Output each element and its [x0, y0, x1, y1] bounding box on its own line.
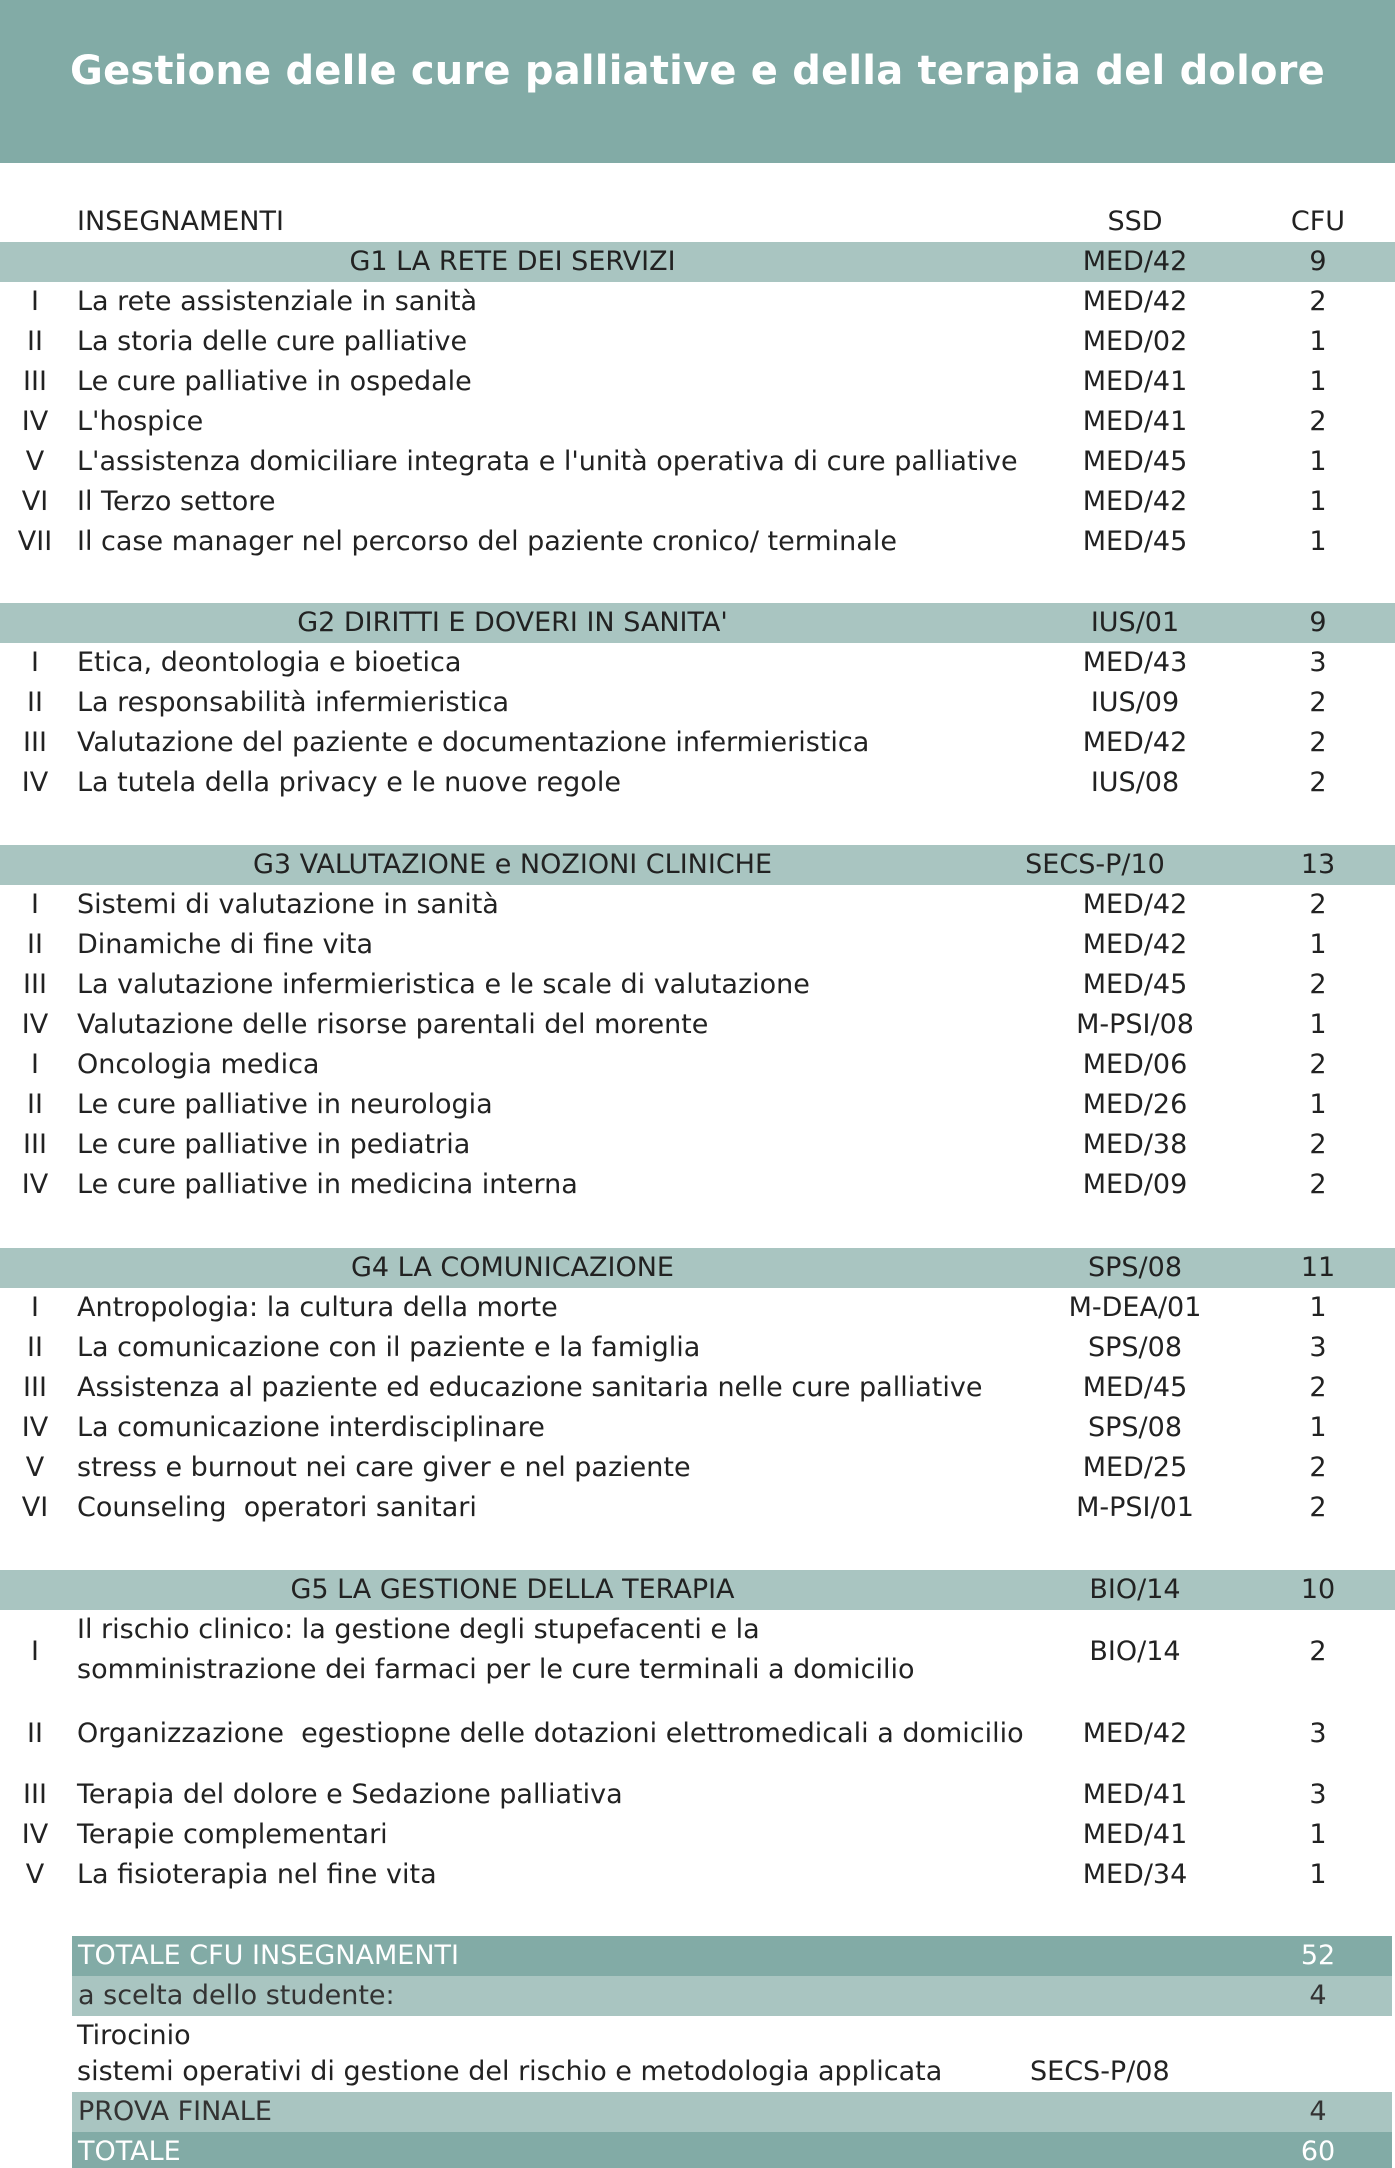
course-row: [0, 1288, 1395, 1328]
course-ssd: MED/42: [1082, 727, 1188, 758]
course-ssd: MED/25: [1082, 1452, 1188, 1483]
course-name: Le cure palliative in pediatria: [77, 1129, 471, 1160]
course-number: VII: [17, 526, 53, 557]
course-ssd: MED/41: [1082, 366, 1188, 397]
course-ssd: M-PSI/08: [1076, 1009, 1194, 1040]
course-name: Counseling operatori sanitari: [77, 1492, 477, 1523]
course-name: La valutazione infermieristica e le scale di valutazione: [77, 969, 810, 1000]
group-ssd: SPS/08: [1087, 1252, 1182, 1283]
course-ssd: MED/09: [1082, 1169, 1188, 1200]
title-banner: [0, 0, 1395, 163]
group-header-g2: [0, 603, 1395, 643]
totale-row: [72, 2132, 1392, 2168]
course-ssd: MED/02: [1082, 326, 1188, 357]
course-name: Antropologia: la cultura della morte: [77, 1292, 558, 1323]
course-cfu: 1: [1309, 1412, 1327, 1443]
course-cfu: 1: [1309, 446, 1327, 477]
totale-cfu-insegnamenti-row: [72, 1936, 1392, 1976]
group-cfu: 11: [1300, 1252, 1336, 1283]
course-number: I: [31, 1049, 39, 1080]
course-number: I: [31, 889, 39, 920]
course-ssd: MED/42: [1082, 929, 1188, 960]
course-cfu: 3: [1309, 1718, 1327, 1749]
course-name: Le cure palliative in neurologia: [77, 1089, 493, 1120]
course-ssd: MED/45: [1082, 446, 1188, 477]
course-row: [0, 362, 1395, 402]
course-name: L'assistenza domiciliare integrata e l'unità operativa di cure palliative: [77, 446, 1018, 477]
course-cfu: 2: [1309, 1049, 1327, 1080]
prova-finale-label: PROVA FINALE: [78, 2096, 272, 2127]
course-ssd: MED/41: [1082, 1779, 1188, 1810]
course-cfu: 2: [1309, 1636, 1327, 1667]
course-ssd: MED/45: [1082, 526, 1188, 557]
totale-cfu-label: TOTALE CFU INSEGNAMENTI: [78, 1940, 459, 1971]
course-ssd: MED/34: [1082, 1859, 1188, 1890]
course-ssd: MED/41: [1082, 1819, 1188, 1850]
course-row: [0, 402, 1395, 442]
course-row: [0, 442, 1395, 482]
group-header-g4: [0, 1248, 1395, 1288]
course-row: [0, 723, 1395, 763]
course-cfu: 2: [1309, 286, 1327, 317]
course-name: Terapie complementari: [77, 1819, 388, 1850]
course-row: [0, 322, 1395, 362]
course-name: La storia delle cure palliative: [77, 326, 468, 357]
course-name: Valutazione del paziente e documentazione infermieristica: [77, 727, 870, 758]
course-number: V: [25, 1452, 45, 1483]
scelta-studente-row: [72, 1976, 1392, 2016]
course-cfu: 2: [1309, 1129, 1327, 1160]
tirocinio-description: sistemi operativi di gestione del rischio e metodologia applicata: [77, 2056, 943, 2087]
course-name: Assistenza al paziente ed educazione sanitaria nelle cure palliative: [77, 1372, 983, 1403]
group-name: G5 LA GESTIONE DELLA TERAPIA: [290, 1574, 735, 1605]
course-row: [0, 885, 1395, 925]
group-cfu: 9: [1309, 607, 1327, 638]
course-row: [0, 965, 1395, 1005]
group-name: G3 VALUTAZIONE e NOZIONI CLINICHE: [252, 849, 773, 880]
course-cfu: 2: [1309, 1492, 1327, 1523]
group-cfu: 13: [1300, 849, 1336, 880]
group-cfu: 10: [1300, 1574, 1336, 1605]
course-cfu: 2: [1309, 406, 1327, 437]
course-name: Dinamiche di fine vita: [77, 929, 374, 960]
course-cfu: 3: [1309, 1332, 1327, 1363]
course-ssd: MED/26: [1082, 1089, 1188, 1120]
course-name: La rete assistenziale in sanità: [77, 286, 478, 317]
course-number: IV: [21, 406, 49, 437]
group-header-g5: [0, 1570, 1395, 1610]
course-number: II: [27, 326, 43, 357]
course-ssd: MED/38: [1082, 1129, 1188, 1160]
course-name: Le cure palliative in medicina interna: [77, 1169, 578, 1200]
course-name: stress e burnout nei care giver e nel paziente: [77, 1452, 691, 1483]
course-cfu: 1: [1309, 526, 1327, 557]
course-row: [0, 1610, 1395, 1694]
course-row: [0, 1368, 1395, 1408]
course-ssd: M-DEA/01: [1068, 1292, 1202, 1323]
course-cfu: 1: [1309, 1089, 1327, 1120]
course-name: Il Terzo settore: [77, 486, 276, 517]
tirocinio-ssd: SECS-P/08: [1030, 2056, 1170, 2087]
course-name: Valutazione delle risorse parentali del morente: [77, 1009, 709, 1040]
course-number: IV: [21, 1009, 49, 1040]
course-ssd: SPS/08: [1087, 1412, 1182, 1443]
course-ssd: MED/42: [1082, 1718, 1188, 1749]
course-cfu: 1: [1309, 1009, 1327, 1040]
course-ssd: MED/43: [1082, 647, 1188, 678]
course-row: [0, 1448, 1395, 1488]
course-cfu: 2: [1309, 1372, 1327, 1403]
course-name: Sistemi di valutazione in sanità: [77, 889, 499, 920]
course-cfu: 2: [1309, 687, 1327, 718]
course-ssd: MED/06: [1082, 1049, 1188, 1080]
course-ssd: IUS/08: [1090, 767, 1180, 798]
course-name: L'hospice: [77, 406, 204, 437]
course-ssd: BIO/14: [1089, 1636, 1181, 1667]
scelta-value: 4: [1309, 1980, 1327, 2011]
course-number: I: [31, 647, 39, 678]
course-cfu: 1: [1309, 1859, 1327, 1890]
course-cfu: 2: [1309, 969, 1327, 1000]
course-number: IV: [21, 1412, 49, 1443]
course-cfu: 2: [1309, 767, 1327, 798]
course-name: La comunicazione con il paziente e la famiglia: [77, 1332, 701, 1363]
course-ssd: MED/42: [1082, 286, 1188, 317]
group-name: G4 LA COMUNICAZIONE: [350, 1252, 674, 1283]
course-cfu: 3: [1309, 647, 1327, 678]
course-name: Il rischio clinico: la gestione degli stupefacenti e la somministrazione dei farmaci per le cure terminali a domicilio: [77, 1614, 915, 1685]
course-row: [0, 1815, 1395, 1855]
course-row: [0, 1408, 1395, 1448]
totale-label: TOTALE: [78, 2136, 181, 2167]
course-number: VI: [21, 486, 49, 517]
course-number: II: [27, 1089, 43, 1120]
column-headers: [0, 202, 1395, 242]
course-row: [0, 1714, 1395, 1754]
course-number: IV: [21, 1169, 49, 1200]
group-ssd: IUS/01: [1090, 607, 1180, 638]
group-cfu: 9: [1309, 246, 1327, 277]
course-ssd: MED/45: [1082, 1372, 1188, 1403]
group-header-g1: [0, 242, 1395, 282]
group-header-g3: [0, 845, 1395, 885]
course-row: [0, 1045, 1395, 1085]
course-cfu: 2: [1309, 1452, 1327, 1483]
course-number: III: [23, 969, 47, 1000]
course-cfu: 3: [1309, 1779, 1327, 1810]
prova-finale-value: 4: [1309, 2096, 1327, 2127]
course-number: III: [23, 1129, 47, 1160]
course-cfu: 1: [1309, 326, 1327, 357]
course-row: [0, 1855, 1395, 1895]
course-number: VI: [21, 1492, 49, 1523]
course-name: Il case manager nel percorso del paziente cronico/ terminale: [77, 526, 897, 557]
course-ssd: M-PSI/01: [1076, 1492, 1194, 1523]
header-ssd: SSD: [1107, 206, 1163, 237]
course-number: II: [27, 687, 43, 718]
course-ssd: MED/45: [1082, 969, 1188, 1000]
course-row: [0, 1125, 1395, 1165]
course-row: [0, 282, 1395, 322]
course-number: II: [27, 1332, 43, 1363]
course-number: I: [31, 1292, 39, 1323]
course-number: I: [31, 1636, 39, 1667]
course-number: III: [23, 366, 47, 397]
course-ssd: SPS/08: [1087, 1332, 1182, 1363]
header-cfu: CFU: [1290, 206, 1346, 237]
course-row: [0, 1775, 1395, 1815]
course-name: La tutela della privacy e le nuove regole: [77, 767, 621, 798]
course-row: [0, 522, 1395, 562]
course-name: La responsabilità infermieristica: [77, 687, 510, 718]
course-cfu: 2: [1309, 727, 1327, 758]
course-name: Etica, deontologia e bioetica: [77, 647, 462, 678]
course-row: [0, 763, 1395, 803]
course-cfu: 1: [1309, 486, 1327, 517]
page-title: Gestione delle cure palliative e della terapia del dolore: [70, 48, 1325, 94]
course-number: III: [23, 727, 47, 758]
scelta-label: a scelta dello studente:: [78, 1980, 395, 2011]
course-number: III: [23, 1779, 47, 1810]
course-row: [0, 482, 1395, 522]
course-name: La comunicazione interdisciplinare: [77, 1412, 545, 1443]
course-row: [0, 1085, 1395, 1125]
course-number: IV: [21, 767, 49, 798]
totale-cfu-value: 52: [1300, 1940, 1336, 1971]
course-number: I: [31, 286, 39, 317]
course-ssd: MED/42: [1082, 889, 1188, 920]
course-cfu: 1: [1309, 929, 1327, 960]
group-ssd: MED/42: [1082, 246, 1188, 277]
course-ssd: MED/42: [1082, 486, 1188, 517]
course-cfu: 2: [1309, 1169, 1327, 1200]
group-ssd: BIO/14: [1089, 1574, 1181, 1605]
course-number: V: [25, 446, 45, 477]
course-row: [0, 1328, 1395, 1368]
group-ssd: SECS-P/10: [1025, 849, 1165, 880]
course-number: II: [27, 929, 43, 960]
course-number: IV: [21, 1819, 49, 1850]
totale-value: 60: [1300, 2136, 1336, 2167]
course-name: La fisioterapia nel fine vita: [77, 1859, 437, 1890]
course-name: Terapia del dolore e Sedazione palliativa: [77, 1779, 623, 1810]
course-number: III: [23, 1372, 47, 1403]
course-ssd: IUS/09: [1090, 687, 1180, 718]
course-number: II: [27, 1718, 43, 1749]
course-name: Oncologia medica: [77, 1049, 320, 1080]
course-cfu: 1: [1309, 1819, 1327, 1850]
tirocinio-label: Tirocinio: [77, 2020, 191, 2051]
course-row: [0, 1005, 1395, 1045]
course-cfu: 1: [1309, 1292, 1327, 1323]
group-name: G1 LA RETE DEI SERVIZI: [349, 246, 676, 277]
prova-finale-row: [72, 2092, 1392, 2132]
course-name: Le cure palliative in ospedale: [77, 366, 472, 397]
group-name: G2 DIRITTI E DOVERI IN SANITA': [297, 607, 728, 638]
course-row: [0, 643, 1395, 683]
course-cfu: 1: [1309, 366, 1327, 397]
header-insegnamenti: INSEGNAMENTI: [77, 206, 284, 237]
course-ssd: MED/41: [1082, 406, 1188, 437]
course-cfu: 2: [1309, 889, 1327, 920]
course-row: [0, 683, 1395, 723]
course-number: V: [25, 1859, 45, 1890]
course-row: [0, 925, 1395, 965]
course-row: [0, 1488, 1395, 1528]
course-name: Organizzazione egestiopne delle dotazioni elettromedicali a domicilio: [77, 1718, 1024, 1749]
course-row: [0, 1165, 1395, 1205]
